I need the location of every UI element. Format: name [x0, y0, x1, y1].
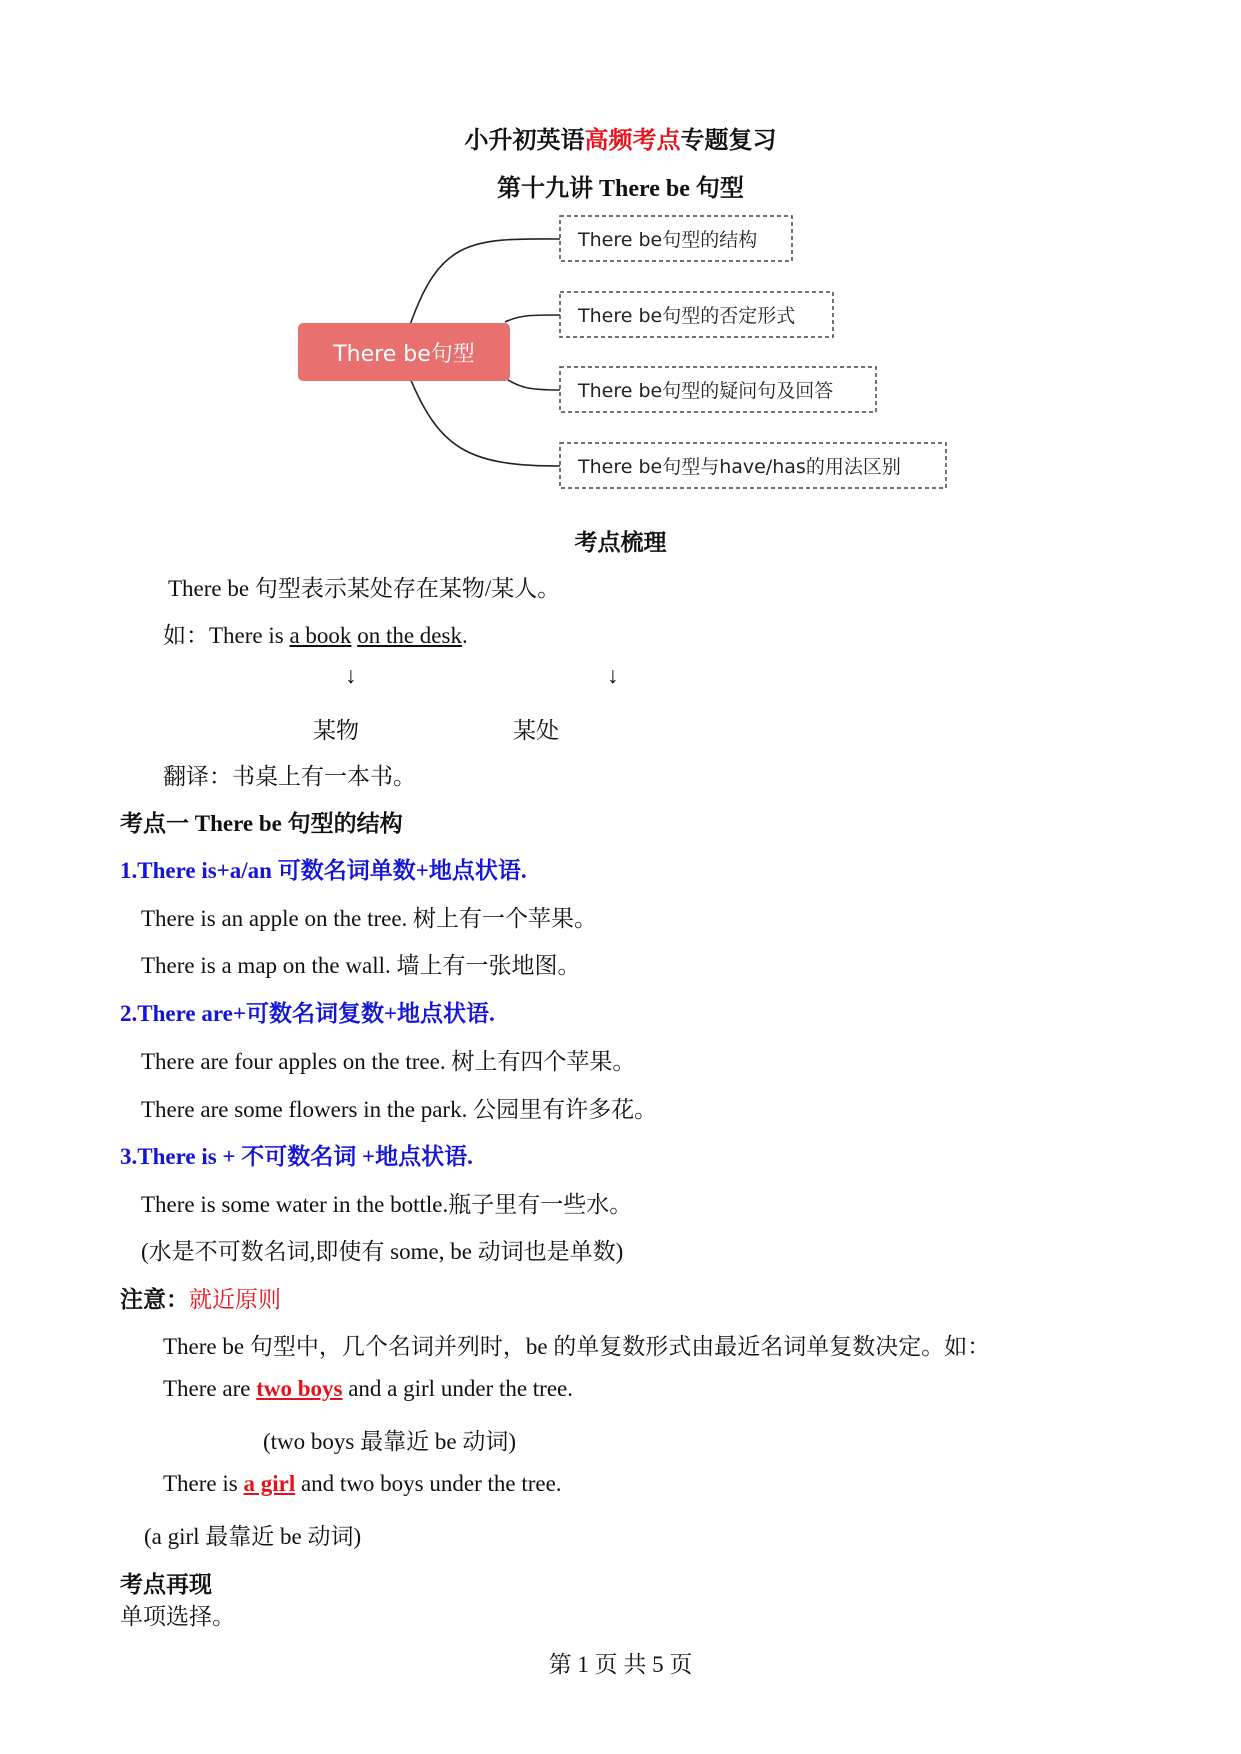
example-prefix: 如：There is — [163, 623, 290, 648]
rule1: 1.There is+a/an 可数名词单数+地点状语. — [120, 858, 527, 883]
note-example2 — [163, 1471, 562, 1497]
practice-sub: 单项选择。 — [120, 1604, 235, 1629]
rule3-example1: There is some water in the bottle.瓶子里有一些水。 — [141, 1192, 633, 1217]
branch-label-1: There be句型的结构 — [578, 229, 758, 251]
example-end: . — [461, 623, 468, 648]
summary-example — [163, 617, 468, 650]
rule3: 3.There is + 不可数名词 +地点状语. — [120, 1144, 473, 1169]
translation: 翻译：书桌上有一本书。 — [163, 764, 416, 789]
title-highlight: 高频考点 — [584, 128, 681, 154]
rule2-example2: There are some flowers in the park. 公园里有许多花。 — [141, 1097, 658, 1122]
rule1-example1: There is an apple on the tree. 树上有一个苹果。 — [141, 906, 598, 931]
point1-heading: 考点一 There be 句型的结构 — [120, 811, 403, 836]
example-place: on the desk — [357, 623, 462, 648]
note-example1-note: (two boys 最靠近 be 动词) — [263, 1429, 516, 1454]
example1-key: two boys — [256, 1376, 343, 1401]
label-thing: 某物 — [313, 718, 359, 743]
page-footer: 第 1 页 共 5 页 — [548, 1652, 693, 1677]
label-place: 某处 — [513, 718, 559, 743]
lecture-subtitle: 第十九讲 There be 句型 — [497, 176, 744, 202]
note-example2-note: (a girl 最靠近 be 动词) — [144, 1524, 362, 1549]
connector-2 — [505, 315, 560, 322]
summary-intro: There be 句型表示某处存在某物/某人。 — [168, 576, 561, 601]
note-explain: There be 句型中，几个名词并列时，be 的单复数形式由最近名词单复数决定。如： — [163, 1334, 991, 1359]
example2-post: and two boys under the tree. — [295, 1471, 562, 1496]
rule2: 2.There are+可数名词复数+地点状语. — [120, 1001, 495, 1026]
example1-pre: There are — [163, 1376, 257, 1401]
note-label: 注意： — [120, 1287, 189, 1312]
summary-heading: 考点梳理 — [574, 530, 667, 555]
branch-label-2: There be句型的否定形式 — [578, 305, 796, 327]
note-line — [120, 1281, 281, 1314]
title-part1: 小升初英语 — [464, 128, 585, 154]
page-title — [0, 120, 1241, 155]
connector-1 — [410, 239, 560, 325]
practice-heading: 考点再现 — [120, 1572, 212, 1597]
example2-pre: There is — [163, 1471, 244, 1496]
connector-4 — [410, 378, 560, 466]
example2-key: a girl — [243, 1471, 296, 1496]
mindmap-center-label: There be句型 — [333, 342, 475, 367]
arrow-thing: ↓ — [345, 663, 357, 688]
arrow-place: ↓ — [607, 663, 619, 688]
branch-label-3: There be句型的疑问句及回答 — [578, 380, 834, 402]
rule2-example1: There are four apples on the tree. 树上有四个苹果。 — [141, 1049, 636, 1074]
note-example1 — [163, 1376, 573, 1402]
branch-label-4: There be句型与have/has的用法区别 — [578, 456, 901, 478]
connector-3 — [505, 378, 560, 390]
example1-post: and a girl under the tree. — [342, 1376, 574, 1401]
title-part2: 专题复习 — [680, 128, 777, 154]
rule1-example2: There is a map on the wall. 墙上有一张地图。 — [141, 953, 581, 978]
rule3-note: (水是不可数名词,即使有 some, be 动词也是单数) — [141, 1239, 624, 1264]
note-principle: 就近原则 — [189, 1287, 281, 1312]
mindmap-diagram — [0, 200, 1241, 490]
example-thing: a book — [289, 623, 352, 648]
